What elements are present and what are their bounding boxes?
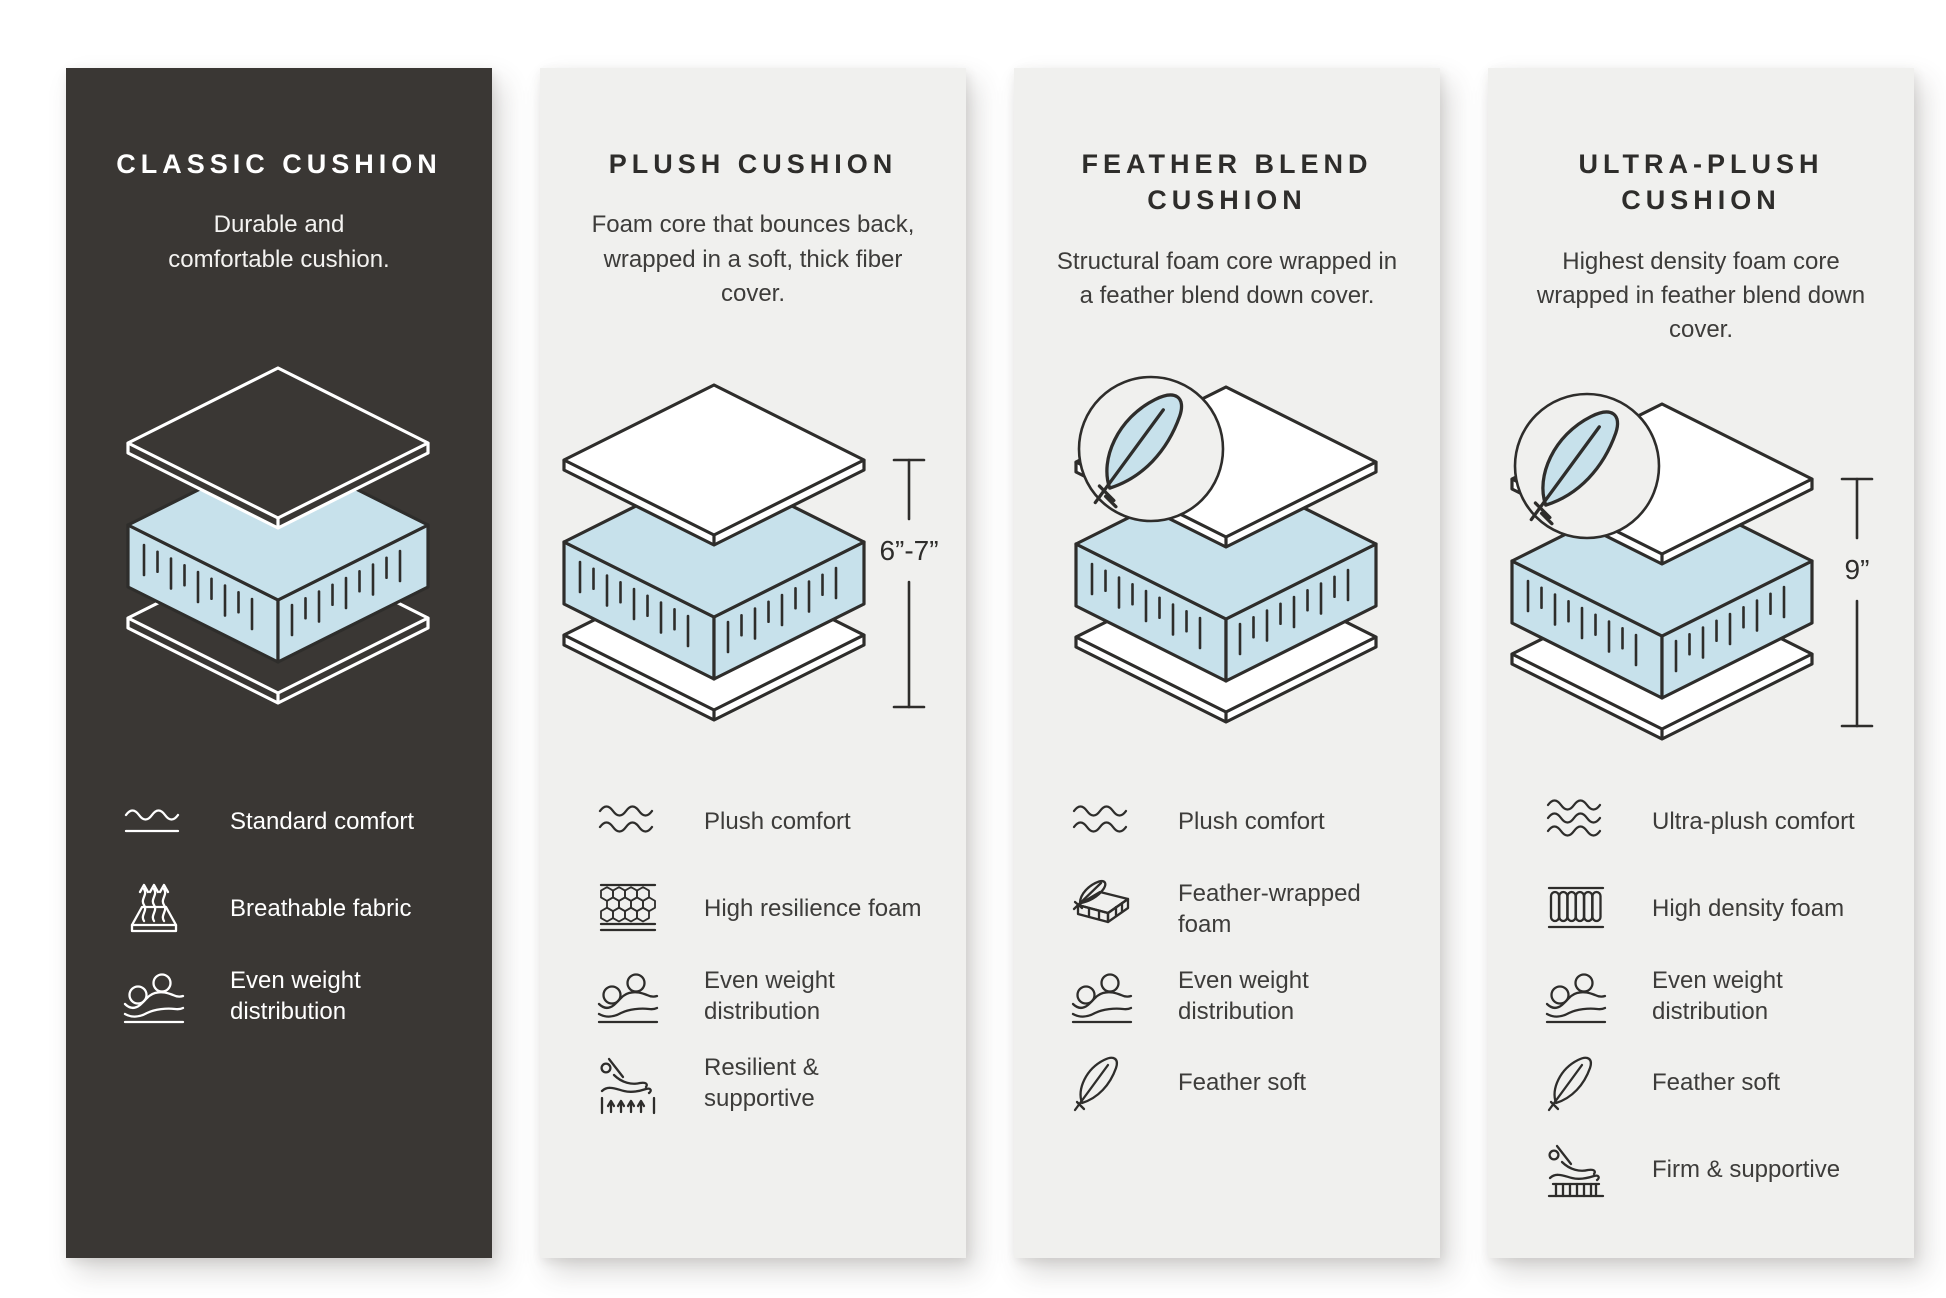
- feature-row: [1542, 875, 1898, 943]
- feature-label: Even weight distribution: [1178, 966, 1309, 1025]
- feature-row: [1542, 962, 1898, 1030]
- feature-row: [594, 788, 950, 856]
- feature-list: [1014, 788, 1440, 1258]
- cards-row: [66, 68, 1914, 1258]
- feature-label: Ultra-plush comfort: [1652, 808, 1855, 836]
- cushion-card-plush: [540, 68, 966, 1258]
- card-title: FEATHER BLEND CUSHION: [1081, 149, 1373, 216]
- card-title: CLASSIC CUSHION: [116, 149, 442, 179]
- feather-icon: [1542, 1049, 1610, 1117]
- cushion-card-ultra-plush: [1488, 68, 1914, 1258]
- feather-icon: [1068, 1049, 1136, 1117]
- layered-cushion-diagram: [1488, 347, 1914, 788]
- cushion-card-feather-blend: [1014, 68, 1440, 1258]
- feature-label: High resilience foam: [704, 895, 922, 923]
- card-description: Foam core that bounces back, wrapped in a soft, thick fiber cover.: [591, 211, 915, 307]
- feature-label: Even weight distribution: [1652, 966, 1783, 1025]
- feature-label: Even weight distribution: [704, 966, 835, 1025]
- feature-row: [594, 962, 950, 1030]
- feature-label: Feather soft: [1178, 1069, 1307, 1097]
- feature-row: [1068, 962, 1424, 1030]
- feature-row: [120, 788, 476, 856]
- even-weight-icon: [1542, 962, 1610, 1030]
- feature-list: [540, 788, 966, 1258]
- feature-label: Plush comfort: [704, 808, 851, 836]
- feather-badge-icon: [1515, 394, 1659, 538]
- density-foam-icon: [1542, 875, 1610, 943]
- card-header: [66, 68, 492, 277]
- firm-mattress-icon: [1542, 1136, 1610, 1204]
- feature-label: Firm & supportive: [1652, 1156, 1841, 1184]
- card-title: ULTRA-PLUSH CUSHION: [1578, 149, 1824, 216]
- svg-text:6”-7”: 6”-7”: [879, 535, 939, 567]
- feature-label: Even weight distribution: [230, 966, 361, 1025]
- feature-label: Plush comfort: [1178, 808, 1325, 836]
- waves3-icon: [1542, 788, 1610, 856]
- feature-label: High density foam: [1652, 895, 1845, 923]
- feature-row: [1542, 788, 1898, 856]
- layered-cushion-diagram: [540, 311, 966, 788]
- cushion-card-classic: [66, 68, 492, 1258]
- feature-list: [1488, 788, 1914, 1258]
- card-title: PLUSH CUSHION: [608, 149, 898, 179]
- card-header: [1488, 68, 1914, 347]
- feature-label: Feather-wrapped foam: [1178, 879, 1361, 938]
- even-weight-icon: [1068, 962, 1136, 1030]
- layered-cushion-diagram: [66, 277, 492, 788]
- feature-row: [1068, 788, 1424, 856]
- even-weight-icon: [594, 962, 662, 1030]
- feature-label: Breathable fabric: [230, 895, 412, 923]
- feature-label: Standard comfort: [230, 808, 415, 836]
- feature-row: [594, 875, 950, 943]
- feature-row: [1068, 1049, 1424, 1117]
- even-weight-icon: [120, 962, 188, 1030]
- person-mattress-icon: [594, 1049, 662, 1117]
- wave-line-icon: [120, 788, 188, 856]
- feature-label: Feather soft: [1652, 1069, 1781, 1097]
- card-description: Durable and comfortable cushion.: [168, 211, 390, 273]
- feature-label: Resilient & supportive: [704, 1053, 819, 1112]
- card-header: [1014, 68, 1440, 313]
- card-description: Highest density foam core wrapped in feather blend down cover.: [1536, 247, 1866, 344]
- waves-icon: [1068, 788, 1136, 856]
- svg-text:9”: 9”: [1844, 553, 1870, 585]
- card-description: Structural foam core wrapped in a feather blend down cover.: [1056, 247, 1398, 309]
- breathable-icon: [120, 875, 188, 943]
- feather-foam-icon: [1068, 875, 1136, 943]
- layered-cushion-diagram: [1014, 313, 1440, 788]
- feather-badge-icon: [1079, 377, 1223, 521]
- feature-row: [594, 1049, 950, 1117]
- feature-row: [1542, 1136, 1898, 1204]
- feature-list: [66, 788, 492, 1258]
- feature-row: [1068, 875, 1424, 943]
- card-header: [540, 68, 966, 311]
- feature-row: [1542, 1049, 1898, 1117]
- feature-row: [120, 962, 476, 1030]
- honeycomb-icon: [594, 875, 662, 943]
- feature-row: [120, 875, 476, 943]
- waves-icon: [594, 788, 662, 856]
